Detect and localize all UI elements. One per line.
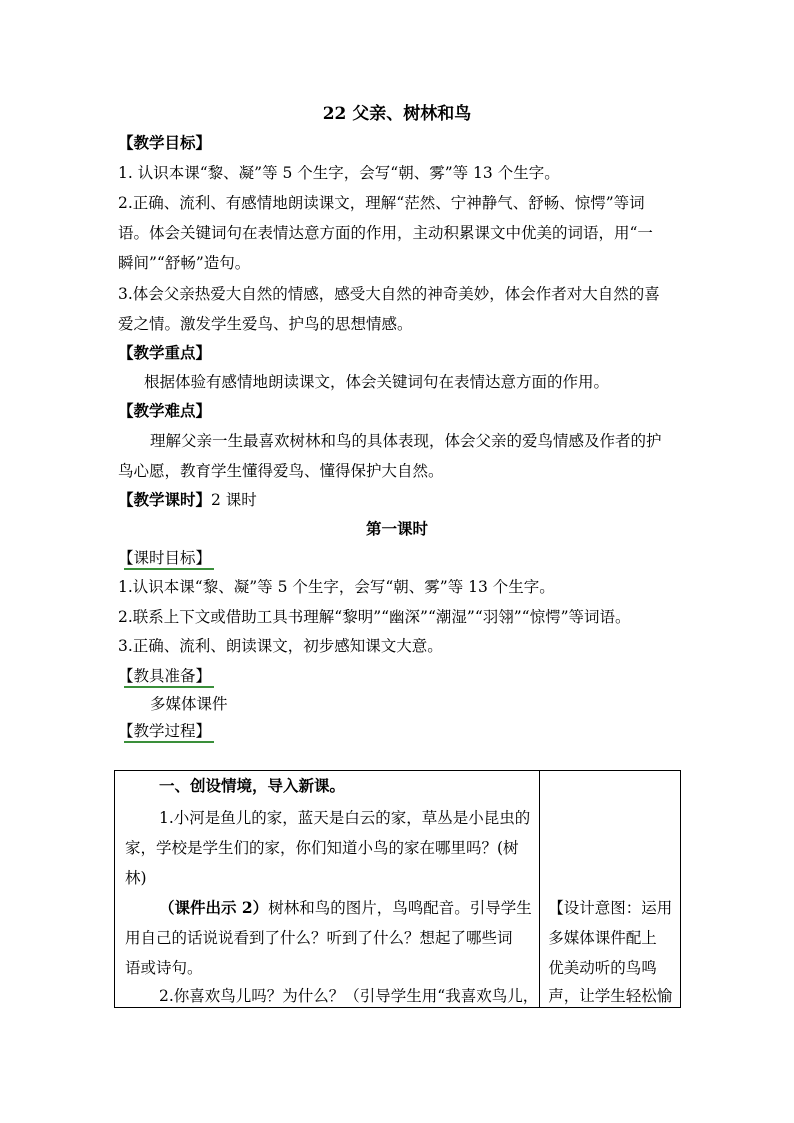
lesson-goals-heading: 【课时目标】 (118, 549, 212, 567)
difficulties-heading: 【教学难点】 (118, 401, 212, 420)
p2-line-1 (159, 898, 539, 918)
difficulties-line-1: 理解父亲一生最喜欢树林和鸟的具体表现，体会父亲的爱鸟情感及作者的护 (150, 432, 662, 450)
materials-underline (124, 686, 214, 688)
p1-line-1: 1.小河是鱼儿的家，蓝天是白云的家，草丛是小昆虫的 (159, 809, 531, 827)
p1-line-2: 家，学校是学生们的家，你们知道小鸟的家在哪里吗？(树 (125, 839, 519, 857)
process-heading: 【教学过程】 (118, 722, 212, 740)
hours-value: 2 课时 (211, 491, 257, 509)
objectives-line-5: 3.体会父亲热爱大自然的情感，感受大自然的神奇美妙，体会作者对大自然的喜 (118, 285, 660, 303)
objectives-heading: 【教学目标】 (118, 133, 212, 152)
lesson-goals-line-3: 3.正确、流利、朗读课文，初步感知课文大意。 (118, 637, 443, 655)
process-cell-main (115, 771, 540, 1008)
first-lesson-heading: 第一课时 (365, 519, 428, 538)
lesson-process-table (114, 770, 681, 1008)
materials-text: 多媒体课件 (150, 695, 228, 713)
p2-text-1: 树林和鸟的图片，鸟鸣配音。引导学生 (268, 899, 532, 917)
objectives-line-2: 2.正确、流利、有感情地朗读课文，理解“茫然、宁神静气、舒畅、惊愕”等词 (118, 194, 645, 212)
objectives-line-4: 瞬间”“舒畅”造句。 (118, 254, 251, 272)
keypoints-heading: 【教学重点】 (118, 343, 212, 362)
step-heading: 一、创设情境，导入新课。 (159, 776, 346, 795)
objectives-line-3: 语。体会关键词句在表情达意方面的作用，主动积累课文中优美的词语，用“一 (118, 224, 653, 242)
materials-heading: 【教具准备】 (118, 667, 212, 685)
p2-line-2: 用自己的话说说看到了什么？听到了什么？想起了哪些词 (125, 929, 513, 947)
design-note-line-2: 多媒体课件配上 (548, 929, 657, 947)
keypoints-text: 根据体验有感情地朗读课文，体会关键词句在表情达意方面的作用。 (144, 373, 610, 391)
hours-line (118, 490, 257, 510)
objectives-line-6: 爱之情。激发学生爱鸟、护鸟的思想情感。 (118, 315, 413, 333)
process-cell-notes (540, 771, 681, 1008)
p3-line-1: 2.你喜欢鸟儿吗？为什么？（引导学生用“我喜欢鸟儿， (159, 987, 539, 1005)
design-note-line-4: 声，让学生轻松愉 (548, 987, 673, 1005)
design-note-line-1: 【设计意图：运用 (548, 899, 673, 917)
p2-courseware-label: （课件出示 2） (159, 898, 269, 917)
p2-line-3: 语或诗句。 (125, 959, 203, 977)
design-note-line-3: 优美动听的鸟鸣 (548, 959, 657, 977)
lesson-goals-line-1: 1.认识本课“黎、凝”等 5 个生字，会写“朝、雾”等 13 个生字。 (118, 578, 555, 596)
p1-line-3: 林) (125, 869, 147, 887)
objectives-line-1: 1. 认识本课“黎、凝”等 5 个生字，会写“朝、雾”等 13 个生字。 (118, 164, 560, 182)
page-title: 22 父亲、树林和鸟 (322, 104, 472, 124)
process-underline (124, 741, 214, 743)
lesson-goals-line-2: 2.联系上下文或借助工具书理解“黎明”“幽深”“潮湿”“羽翎”“惊愕”等词语。 (118, 608, 631, 626)
lesson-goals-underline (124, 568, 214, 570)
hours-heading: 【教学课时】 (118, 490, 212, 509)
difficulties-line-2: 鸟心愿，教育学生懂得爱鸟、懂得保护大自然。 (118, 462, 444, 480)
